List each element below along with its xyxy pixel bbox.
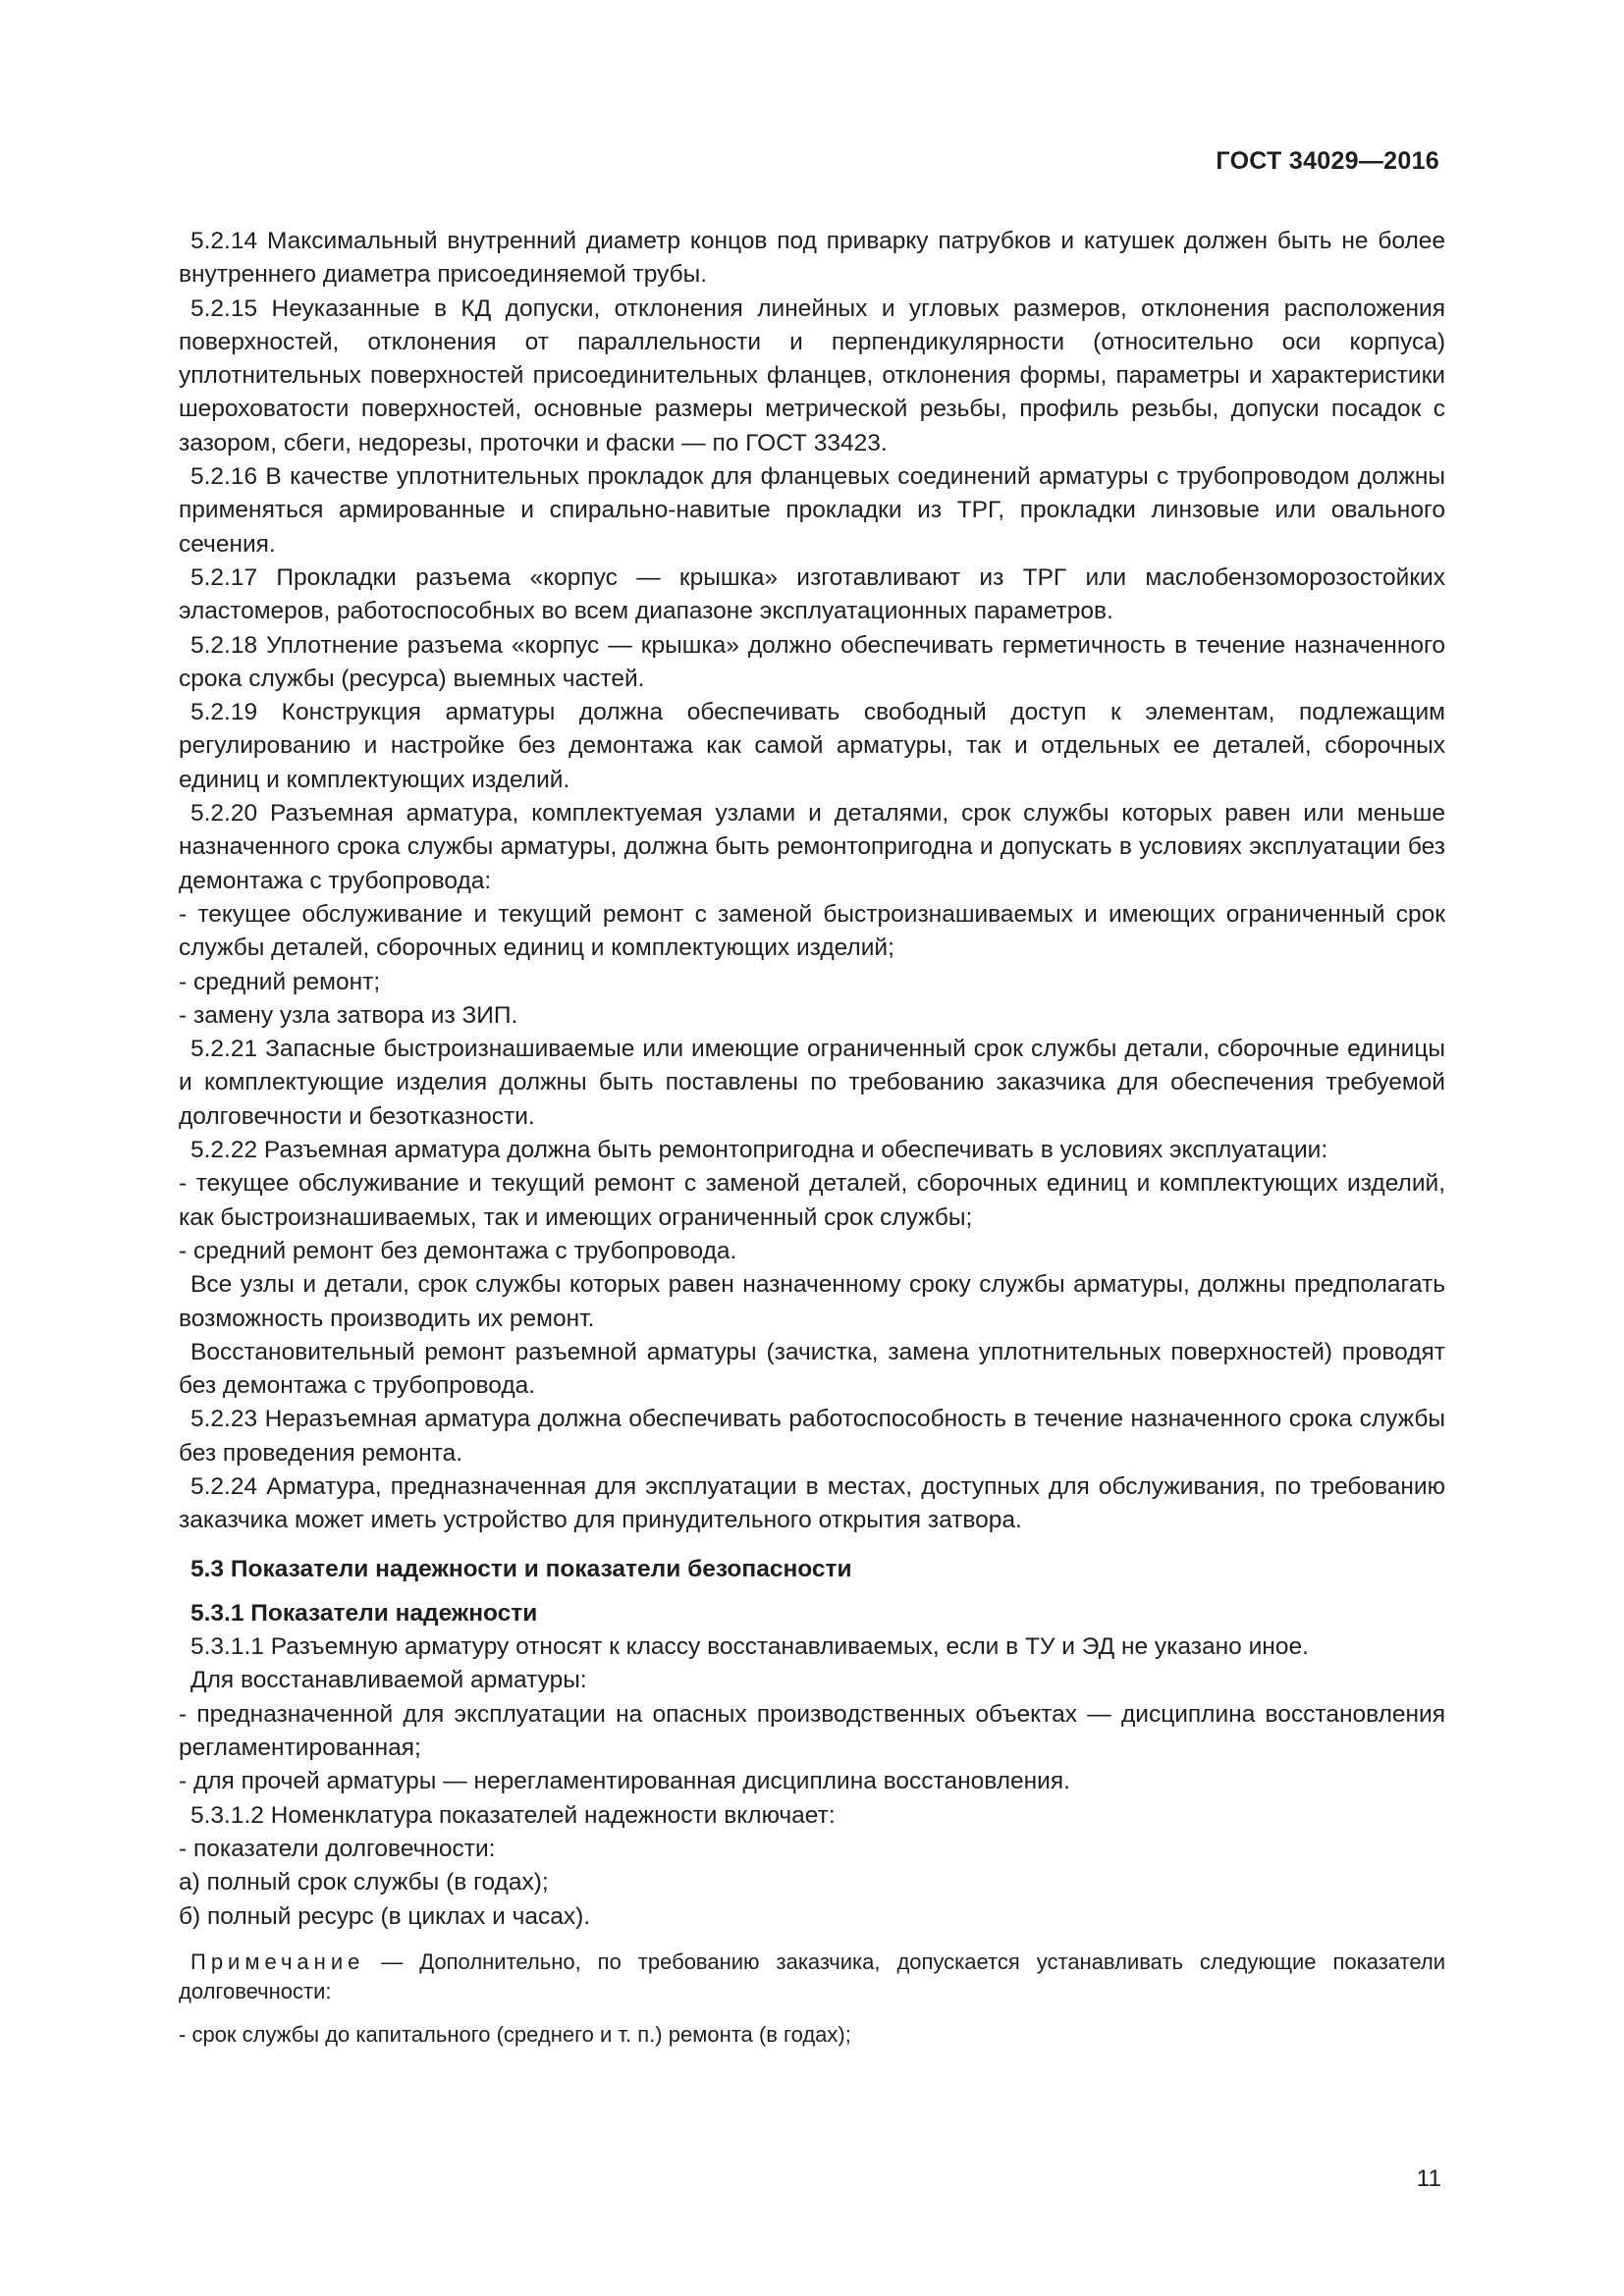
paragraph-5-2-18: 5.2.18 Уплотнение разъема «корпус — крышка» должно обеспечивать герметичность в течение назначенного срока службы (ресурса) выемных частей.: [179, 631, 1445, 692]
paragraph-5-3-1-1: 5.3.1.1 Разъемную арматуру относят к классу восстанавливаемых, если в ТУ и ЭД не указано иное.: [190, 1633, 1309, 1661]
section-heading-5-3: 5.3 Показатели надежности и показатели безопасности: [190, 1555, 852, 1582]
subsection-heading-5-3-1: 5.3.1 Показатели надежности: [190, 1599, 538, 1627]
paragraph: Для восстанавливаемой арматуры:: [190, 1667, 587, 1694]
page-number: 11: [1416, 2165, 1441, 2192]
list-item: - показатели долговечности:: [179, 1835, 496, 1862]
list-item: - предназначенной для эксплуатации на опасных производственных объектах — дисциплина восстановления регламентированная;: [179, 1700, 1445, 1762]
list-item: - текущее обслуживание и текущий ремонт с заменой быстроизнашиваемых и имеющих ограниченный срок службы деталей, сборочных единиц и комплектующих изделий;: [179, 900, 1445, 962]
paragraph-5-2-19: 5.2.19 Конструкция арматуры должна обеспечивать свободный доступ к элементам, подлежащим регулированию и настройке без демонтажа как самой арматуры, так и отдельных ее деталей, сборочных единиц и комплектующих изделий.: [179, 699, 1445, 793]
document-header: ГОСТ 34029—2016: [1216, 147, 1439, 175]
list-item: а) полный срок службы (в годах);: [179, 1869, 549, 1896]
paragraph-5-2-20: 5.2.20 Разъемная арматура, комплектуемая узлами и деталями, срок службы которых равен или меньше назначенного срока службы арматуры, должна быть ремонтопригодна и допускать в условиях эксплуатации без демонтажа с трубопровода:: [179, 800, 1445, 894]
paragraph-5-2-17: 5.2.17 Прокладки разъема «корпус — крышка» изготавливают из ТРГ или маслобензоморозостойких эластомеров, работоспособных во всем диапазоне эксплуатационных параметров.: [179, 563, 1445, 625]
note: [179, 1948, 1445, 2006]
list-item: - для прочей арматуры — нерегламентированная дисциплина восстановления.: [179, 1768, 1070, 1795]
paragraph-5-2-15: 5.2.15 Неуказанные в КД допуски, отклонения линейных и угловых размеров, отклонения расположения поверхностей, отклонения от параллельности и перпендикулярности (относительно оси корпуса) уплотнительных поверхностей присоединительных фланцев, отклонения формы, параметры и характеристики шероховатости поверхностей, основные размеры метрической резьбы, профиль резьбы, допуски посадок с зазором, сбеги, недорезы, проточки и фаски — по ГОСТ 33423.: [179, 294, 1445, 456]
note-label: Примечание: [190, 1949, 365, 1974]
list-item: - средний ремонт без демонтажа с трубопровода.: [179, 1237, 737, 1264]
list-item: - замену узла затвора из ЗИП.: [179, 1001, 518, 1029]
note-text: — Дополнительно, по требованию заказчика, допускается устанавливать следующие показатели долговечности:: [179, 1949, 1445, 2003]
paragraph: Все узлы и детали, срок службы которых равен назначенному сроку службы арматуры, должны предполагать возможность производить их ремонт.: [179, 1271, 1445, 1332]
paragraph-5-2-21: 5.2.21 Запасные быстроизнашиваемые или имеющие ограниченный срок службы детали, сборочные единицы и комплектующие изделия должны быть поставлены по требованию заказчика для обеспечения требуемой долговечности и безотказности.: [179, 1036, 1445, 1130]
paragraph-5-2-23: 5.2.23 Неразъемная арматура должна обеспечивать работоспособность в течение назначенного срока службы без проведения ремонта.: [179, 1406, 1445, 1467]
document-body: [179, 225, 1445, 2050]
list-item: б) полный ресурс (в циклах и часах).: [179, 1902, 591, 1930]
list-item: - средний ремонт;: [179, 968, 381, 995]
paragraph-5-2-16: 5.2.16 В качестве уплотнительных прокладок для фланцевых соединений арматуры с трубопроводом должны применяться армированные и спирально-навитые прокладки из ТРГ, прокладки линзовые или овального сечения.: [179, 463, 1445, 558]
paragraph: Восстановительный ремонт разъемной арматуры (зачистка, замена уплотнительных поверхностей) проводят без демонтажа с трубопровода.: [179, 1338, 1445, 1400]
note-list-item: - срок службы до капитального (среднего и т. п.) ремонта (в годах);: [179, 2021, 851, 2047]
paragraph-5-2-22: 5.2.22 Разъемная арматура должна быть ремонтопригодна и обеспечивать в условиях эксплуатации:: [190, 1137, 1328, 1164]
paragraph-5-2-14: 5.2.14 Максимальный внутренний диаметр концов под приварку патрубков и катушек должен быть не более внутреннего диаметра присоединяемой трубы.: [179, 228, 1445, 289]
paragraph-5-2-24: 5.2.24 Арматура, предназначенная для эксплуатации в местах, доступных для обслуживания, по требованию заказчика может иметь устройство для принудительного открытия затвора.: [179, 1472, 1445, 1534]
paragraph-5-3-1-2: 5.3.1.2 Номенклатура показателей надежности включает:: [190, 1801, 836, 1829]
list-item: - текущее обслуживание и текущий ремонт с заменой деталей, сборочных единиц и комплектующих изделий, как быстроизнашиваемых, так и имеющих ограниченный срок службы;: [179, 1170, 1445, 1231]
